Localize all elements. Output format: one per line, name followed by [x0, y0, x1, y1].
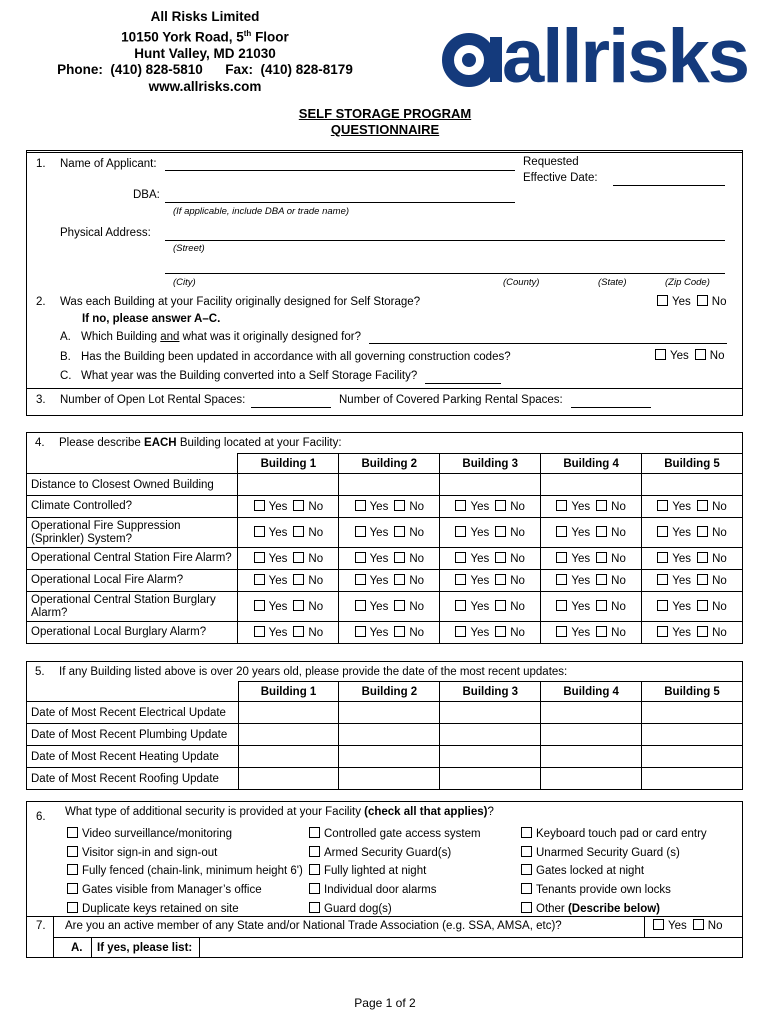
applicant-name-field[interactable] — [165, 170, 515, 171]
company-website: www.allrisks.com — [148, 78, 262, 94]
no-checkbox[interactable] — [697, 500, 708, 511]
q6-question: What type of additional security is provided at your Facility (check all that applies)? — [65, 806, 494, 818]
update-date-field[interactable] — [642, 768, 743, 790]
no-checkbox[interactable] — [293, 600, 304, 611]
yes-no-checkboxes[interactable]: Yes No — [238, 592, 339, 622]
update-date-field[interactable] — [339, 702, 440, 724]
security-checkbox[interactable] — [521, 864, 532, 875]
q5-header-building-1: Building 1 — [238, 682, 339, 702]
update-row-label: Date of Most Recent Plumbing Update — [27, 724, 239, 746]
security-options-col1 — [67, 825, 303, 918]
security-checkbox[interactable] — [67, 883, 78, 894]
q2c-year-field[interactable] — [425, 383, 501, 384]
no-checkbox[interactable] — [596, 526, 607, 537]
open-lot-label: Number of Open Lot Rental Spaces: — [60, 394, 246, 406]
security-checkbox[interactable] — [67, 827, 78, 838]
yes-checkbox[interactable] — [455, 574, 466, 585]
update-date-field[interactable] — [238, 746, 339, 768]
no-checkbox[interactable] — [293, 626, 304, 637]
dba-label: DBA: — [133, 189, 160, 201]
yes-checkbox[interactable] — [455, 500, 466, 511]
yes-no-checkboxes[interactable]: Yes No — [440, 496, 541, 518]
yes-checkbox[interactable] — [355, 574, 366, 585]
no-checkbox[interactable] — [495, 600, 506, 611]
effective-date-field[interactable] — [613, 185, 725, 186]
update-date-field[interactable] — [541, 746, 642, 768]
feature-row-label: Operational Central Station Burglary Alarm? — [27, 592, 238, 622]
yes-no-checkboxes[interactable]: Yes No — [238, 622, 339, 644]
q4-header-building-2: Building 2 — [339, 454, 440, 474]
no-checkbox[interactable] — [697, 600, 708, 611]
security-option[interactable]: Duplicate keys retained on site — [67, 900, 303, 919]
open-lot-field[interactable] — [251, 407, 331, 408]
update-date-field[interactable] — [440, 746, 541, 768]
no-checkbox[interactable] — [495, 500, 506, 511]
no-checkbox[interactable] — [596, 500, 607, 511]
security-option[interactable]: Guard dog(s) — [309, 900, 481, 919]
company-phone-fax: Phone: (410) 828-5810 Fax: (410) 828-8179 — [57, 62, 353, 77]
security-checkbox[interactable] — [521, 902, 532, 913]
yes-no-checkboxes[interactable]: Yes No — [339, 570, 440, 592]
dba-field[interactable] — [165, 202, 515, 203]
updates-table — [26, 661, 743, 790]
yes-no-checkboxes[interactable]: Yes No — [541, 496, 642, 518]
section-applicant: 1. Name of Applicant: Requested Effective Date: DBA: (If applicable, include DBA or trade name) Physical Address: (Street) (City) (County) (State) (Zip Code) 2. Was each Building at your Facility originally designed for Self Storage? Yes No If no, please answer A–C. A. Which Building and what was it originally designed for? B. Has the Building been updated in accordance with all governing construction codes? Yes No C. What year was the Building converted into a Self Storage Facility? 3. Number of Open Lot Rental Spaces: Number of Covered Parking Rental Spaces: — [26, 150, 743, 416]
no-checkbox[interactable] — [293, 500, 304, 511]
security-option[interactable]: Individual door alarms — [309, 881, 481, 900]
no-checkbox[interactable] — [697, 552, 708, 563]
yes-no-checkboxes[interactable]: Yes No — [339, 496, 440, 518]
update-row-label: Date of Most Recent Electrical Update — [27, 702, 239, 724]
no-checkbox[interactable] — [495, 626, 506, 637]
q7a-field[interactable] — [201, 938, 741, 957]
yes-no-checkboxes[interactable]: Yes No — [339, 548, 440, 570]
yes-checkbox[interactable] — [254, 500, 265, 511]
yes-checkbox[interactable] — [355, 526, 366, 537]
yes-no-checkboxes[interactable]: Yes No — [541, 548, 642, 570]
company-name: All Risks Limited — [150, 9, 260, 24]
security-option[interactable]: Other (Describe below) — [521, 900, 707, 919]
yes-checkbox[interactable] — [254, 626, 265, 637]
street-field[interactable] — [165, 240, 725, 241]
yes-checkbox[interactable] — [455, 626, 466, 637]
update-date-field[interactable] — [440, 768, 541, 790]
yes-no-checkboxes[interactable]: Yes No — [339, 518, 440, 548]
update-date-field[interactable] — [339, 724, 440, 746]
yes-no-checkboxes[interactable]: Yes No — [642, 518, 743, 548]
update-date-field[interactable] — [642, 746, 743, 768]
yes-checkbox[interactable] — [254, 600, 265, 611]
q5-header-building-5: Building 5 — [642, 682, 743, 702]
yes-checkbox[interactable] — [556, 626, 567, 637]
security-checkbox[interactable] — [309, 846, 320, 857]
no-checkbox[interactable] — [495, 552, 506, 563]
update-date-field[interactable] — [440, 702, 541, 724]
no-checkbox[interactable] — [495, 526, 506, 537]
q5-header-building-4: Building 4 — [541, 682, 642, 702]
q2-question: Was each Building at your Facility originally designed for Self Storage? — [60, 296, 421, 308]
no-checkbox[interactable] — [293, 526, 304, 537]
yes-checkbox[interactable] — [556, 526, 567, 537]
yes-no-checkboxes[interactable]: Yes No — [238, 518, 339, 548]
q2b-yes-no[interactable]: Yes No — [655, 349, 724, 362]
feature-row-label: Operational Central Station Fire Alarm? — [27, 548, 238, 570]
distance-field[interactable] — [541, 474, 642, 496]
update-date-field[interactable] — [238, 768, 339, 790]
yes-checkbox[interactable] — [556, 500, 567, 511]
q4-header-building-3: Building 3 — [440, 454, 541, 474]
q4-header-building-5: Building 5 — [642, 454, 743, 474]
security-option[interactable]: Controlled gate access system — [309, 825, 481, 844]
no-checkbox[interactable] — [394, 552, 405, 563]
yes-checkbox[interactable] — [657, 526, 668, 537]
yes-no-checkboxes[interactable]: Yes No — [440, 592, 541, 622]
q5-question: 5. If any Building listed above is over 20 years old, please provide the date of the most recent updates: — [27, 662, 743, 682]
distance-field[interactable] — [339, 474, 440, 496]
q2c-question: What year was the Building converted into a Self Storage Facility? — [81, 370, 418, 382]
q5-header-building-2: Building 2 — [339, 682, 440, 702]
update-date-field[interactable] — [541, 768, 642, 790]
distance-field[interactable] — [642, 474, 743, 496]
form-title: SELF STORAGE PROGRAM QUESTIONNAIRE — [298, 106, 472, 137]
update-date-field[interactable] — [238, 724, 339, 746]
security-options-col3 — [521, 825, 707, 918]
yes-checkbox[interactable] — [254, 526, 265, 537]
effective-date-label: Effective Date: — [523, 172, 598, 184]
yes-no-checkboxes[interactable]: Yes No — [440, 518, 541, 548]
update-date-field[interactable] — [440, 724, 541, 746]
yes-no-checkboxes[interactable]: Yes No — [339, 592, 440, 622]
q2a-field[interactable] — [369, 343, 727, 344]
distance-row-label: Distance to Closest Owned Building — [27, 474, 238, 496]
security-option[interactable]: Video surveillance/monitoring — [67, 825, 303, 844]
update-row-label: Date of Most Recent Heating Update — [27, 746, 239, 768]
update-date-field[interactable] — [339, 768, 440, 790]
yes-no-checkboxes[interactable]: Yes No — [642, 592, 743, 622]
q7a-label: If yes, please list: — [97, 942, 193, 954]
no-checkbox[interactable] — [697, 574, 708, 585]
security-option[interactable]: Gates locked at night — [521, 862, 707, 881]
yes-checkbox[interactable] — [657, 500, 668, 511]
yes-no-checkboxes[interactable]: Yes No — [440, 622, 541, 644]
update-date-field[interactable] — [541, 724, 642, 746]
yes-checkbox[interactable] — [455, 526, 466, 537]
update-date-field[interactable] — [642, 724, 743, 746]
q4-question: 4. Please describe EACH Building located at your Facility: — [27, 433, 743, 454]
section-security: 6. What type of additional security is provided at your Facility (check all that applies)? Video surveillance/monitoring Visitor sign-in and sign-out Fully fenced (chain-link, minimum height 6') Gates visible from Manager’s office Duplicate keys retained on site Controlled gate access system Armed Security Guard(s) Fully lighted at night Individual door alarms Guard dog(s) Keyboard touch pad or card entry Unarmed Security Guard (s) Gates locked at night Tenants provide own locks Other (Describe below) 7. Are you an active member of any State and/or National Trade Association (e.g. SSA, AMSA, etc)? Yes No A. If yes, please list: — [26, 801, 743, 958]
yes-checkbox[interactable] — [355, 626, 366, 637]
yes-checkbox[interactable] — [556, 574, 567, 585]
city-county-state-zip-field[interactable] — [165, 273, 725, 274]
yes-no-checkboxes[interactable]: Yes No — [440, 570, 541, 592]
q4-header-building-1: Building 1 — [238, 454, 339, 474]
yes-checkbox[interactable] — [657, 574, 668, 585]
security-option[interactable]: Gates visible from Manager’s office — [67, 881, 303, 900]
security-checkbox[interactable] — [67, 902, 78, 913]
update-date-field[interactable] — [238, 702, 339, 724]
feature-row-label: Operational Fire Suppression (Sprinkler) System? — [27, 518, 238, 548]
yes-no-checkboxes[interactable]: Yes No — [642, 622, 743, 644]
q4-header-building-4: Building 4 — [541, 454, 642, 474]
no-checkbox[interactable] — [596, 574, 607, 585]
security-option[interactable]: Visitor sign-in and sign-out — [67, 844, 303, 863]
yes-checkbox[interactable] — [657, 600, 668, 611]
update-row-label: Date of Most Recent Roofing Update — [27, 768, 239, 790]
feature-row-label: Operational Local Fire Alarm? — [27, 570, 238, 592]
feature-row-label: Operational Local Burglary Alarm? — [27, 622, 238, 644]
yes-no-checkboxes[interactable]: Yes No — [541, 592, 642, 622]
security-checkbox[interactable] — [67, 846, 78, 857]
no-checkbox[interactable] — [394, 626, 405, 637]
no-checkbox[interactable] — [293, 552, 304, 563]
security-checkbox[interactable] — [521, 883, 532, 894]
yes-no-checkboxes[interactable]: Yes No — [541, 518, 642, 548]
yes-checkbox[interactable] — [254, 574, 265, 585]
no-checkbox[interactable] — [596, 552, 607, 563]
security-option[interactable]: Keyboard touch pad or card entry — [521, 825, 707, 844]
security-checkbox[interactable] — [309, 864, 320, 875]
yes-checkbox[interactable] — [355, 500, 366, 511]
security-checkbox[interactable] — [309, 827, 320, 838]
update-date-field[interactable] — [339, 746, 440, 768]
security-checkbox[interactable] — [309, 883, 320, 894]
distance-field[interactable] — [238, 474, 339, 496]
yes-no-checkboxes[interactable]: Yes No — [238, 496, 339, 518]
company-header — [40, 9, 370, 95]
logo-text: allrisks — [502, 14, 748, 99]
yes-no-checkboxes[interactable]: Yes No — [541, 622, 642, 644]
q5-header-building-3: Building 3 — [440, 682, 541, 702]
security-options-col2 — [309, 825, 481, 918]
security-option[interactable]: Fully lighted at night — [309, 862, 481, 881]
yes-no-checkboxes[interactable]: Yes No — [238, 570, 339, 592]
no-checkbox[interactable] — [394, 500, 405, 511]
yes-no-checkboxes[interactable]: Yes No — [541, 570, 642, 592]
company-address-line2: Hunt Valley, MD 21030 — [134, 45, 276, 61]
covered-parking-field[interactable] — [571, 407, 651, 408]
update-date-field[interactable] — [642, 702, 743, 724]
update-date-field[interactable] — [541, 702, 642, 724]
yes-no-checkboxes[interactable]: Yes No — [339, 622, 440, 644]
distance-field[interactable] — [440, 474, 541, 496]
q2b-question: Has the Building been updated in accordance with all governing construction codes? — [81, 351, 511, 363]
yes-checkbox[interactable] — [657, 626, 668, 637]
physical-address-label: Physical Address: — [60, 227, 151, 239]
q7-question: Are you an active member of any State and/or National Trade Association (e.g. SSA, AMSA, etc)? — [65, 920, 562, 932]
yes-checkbox[interactable] — [556, 600, 567, 611]
yes-no-checkboxes[interactable]: Yes No — [238, 548, 339, 570]
feature-row-label: Climate Controlled? — [27, 496, 238, 518]
company-address-line1: 10150 York Road, 5th Floor — [121, 28, 289, 44]
q2a-question: Which Building and what was it originally designed for? — [81, 331, 361, 343]
yes-checkbox[interactable] — [455, 552, 466, 563]
yes-no-checkboxes[interactable]: Yes No — [440, 548, 541, 570]
yes-checkbox[interactable] — [254, 552, 265, 563]
no-checkbox[interactable] — [394, 526, 405, 537]
allrisks-logo — [432, 10, 748, 99]
covered-parking-label: Number of Covered Parking Rental Spaces: — [339, 394, 563, 406]
q2-yes-no[interactable]: Yes No — [657, 295, 726, 308]
page-number: Page 1 of 2 — [354, 996, 416, 1010]
no-checkbox[interactable] — [596, 600, 607, 611]
yes-checkbox[interactable] — [355, 552, 366, 563]
yes-checkbox[interactable] — [556, 552, 567, 563]
yes-checkbox[interactable] — [355, 600, 366, 611]
buildings-table — [26, 432, 743, 644]
no-checkbox[interactable] — [495, 574, 506, 585]
security-option[interactable]: Fully fenced (chain-link, minimum height 6') — [67, 862, 303, 881]
security-checkbox[interactable] — [521, 827, 532, 838]
yes-no-checkboxes[interactable]: Yes No — [642, 496, 743, 518]
yes-no-checkboxes[interactable]: Yes No — [642, 548, 743, 570]
q7-yes-no[interactable]: Yes No — [653, 919, 722, 932]
applicant-name-label: Name of Applicant: — [60, 158, 157, 170]
yes-checkbox[interactable] — [657, 552, 668, 563]
no-checkbox[interactable] — [293, 574, 304, 585]
yes-no-checkboxes[interactable]: Yes No — [642, 570, 743, 592]
security-checkbox[interactable] — [521, 846, 532, 857]
security-option[interactable]: Unarmed Security Guard (s) — [521, 844, 707, 863]
no-checkbox[interactable] — [394, 600, 405, 611]
yes-checkbox[interactable] — [455, 600, 466, 611]
no-checkbox[interactable] — [697, 526, 708, 537]
no-checkbox[interactable] — [394, 574, 405, 585]
security-checkbox[interactable] — [309, 902, 320, 913]
no-checkbox[interactable] — [596, 626, 607, 637]
security-option[interactable]: Armed Security Guard(s) — [309, 844, 481, 863]
no-checkbox[interactable] — [697, 626, 708, 637]
security-option[interactable]: Tenants provide own locks — [521, 881, 707, 900]
security-checkbox[interactable] — [67, 864, 78, 875]
